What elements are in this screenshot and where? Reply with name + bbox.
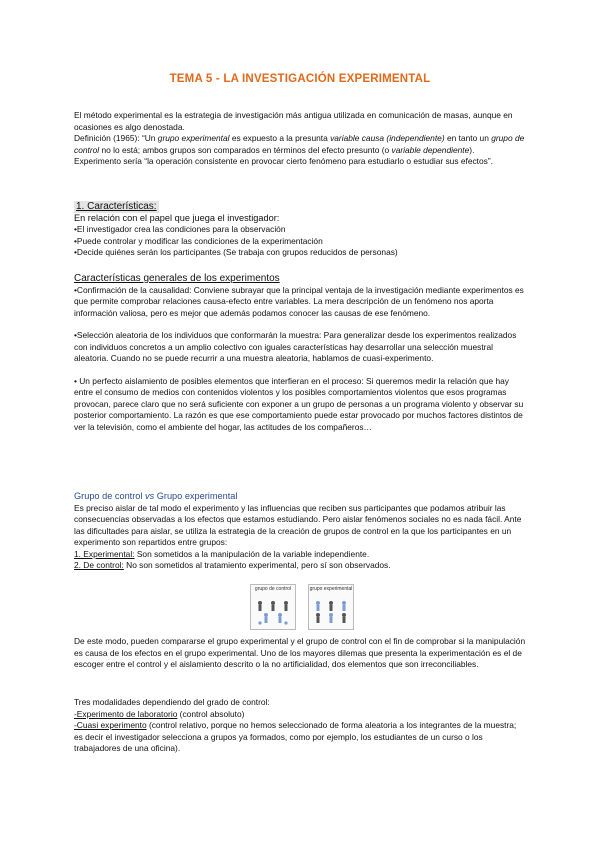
- text-run: Grupo experimental: [154, 491, 238, 501]
- section-lead: En relación con el papel que juega el investigador:: [74, 212, 280, 223]
- list-item: •El investigador crea las condiciones para la observación: [74, 224, 286, 234]
- group-label: 1. Experimental:: [74, 548, 135, 559]
- experiment-definition: Experimento sería “la operación consistente en provocar cierto fenómeno para estudiarlo o estudiar sus efectos”.: [74, 156, 493, 166]
- page-title: TEMA 5 - LA INVESTIGACIÓN EXPERIMENTAL: [169, 73, 431, 85]
- list-item: •Puede controlar y modificar las condiciones de la experimentación: [74, 235, 323, 246]
- text-run: vs: [145, 491, 155, 501]
- text-run: no lo está; ambos grupos son comparados en términos del efecto presunto (o: [99, 144, 392, 155]
- figure-caption: grupo experimental: [309, 586, 353, 592]
- bullet-paragraph: [74, 285, 526, 320]
- text-run: ).: [469, 144, 475, 155]
- text-run: (control absoluto): [177, 708, 245, 719]
- characteristics-section: [74, 201, 526, 259]
- text-run: Son sometidos a la manipulación de la variable independiente.: [134, 548, 370, 559]
- text-run: Definición (1965): “Un: [74, 133, 158, 143]
- text-run: grupo experimental: [157, 133, 230, 143]
- intro-paragraph: El método experimental es la estrategia de investigación más antigua utilizada en comunicación de masas, aunque en ocasiones es algo denostada.: [74, 110, 513, 132]
- modality-label: -Cuasi experimento: [74, 720, 147, 730]
- text-run: Grupo de control: [74, 491, 145, 501]
- text-run: Conviene subrayar que la principal ventaja de la investigación mediante experimentos es que permite comprobar relaciones causa-efecto entre variables. La mera descripción de un fenómeno nos aporta información valiosa, pero es mejor que además podamos conocer las causas de ese fenómeno.: [74, 284, 524, 318]
- section-heading: [74, 491, 526, 503]
- text-run: variable causa (independiente): [330, 133, 445, 143]
- bullet-paragraph: [74, 376, 526, 434]
- groups-paragraph: Es preciso aislar de tal modo el experimento y las influencias que reciben sus participantes que podamos atribuir las consecuencias observadas a los efectos que estamos estudiando. Pero aislar fenómenos sociales no es nada fácil. Ante las dificultades para aislar, se utiliza la estrategia de la creación de grupos de control en la que los participantes en un experimento son repartidos entre grupos:: [74, 502, 522, 547]
- intro-section: [74, 110, 526, 168]
- bullet-lead: • Un perfecto aislamiento de posibles elementos que interfieran en el proceso:: [74, 375, 364, 386]
- group-label: 2. De control:: [74, 560, 124, 570]
- modality-item: [74, 709, 526, 721]
- text-run: No son sometidos al tratamiento experimental, pero sí son observados.: [123, 560, 391, 570]
- definition-paragraph: [74, 133, 526, 156]
- modalities-section: [74, 697, 526, 755]
- text-run: Si queremos medir la relación que hay entre el consumo de medios con contenidos violentos y los posibles comportamientos violentos que esos programas provocan, parece claro que no será suficiente con exponer a un grupo de personas a un programa violento y observar su posterior comportamiento. La razón es que ese comportamiento puede estar provocado por muchos factores distintos de ver la televisión, como el ambiente del hogar, las actitudes de los compañeros…: [74, 375, 524, 432]
- general-characteristics-section: [74, 273, 526, 433]
- group-item: [74, 560, 526, 572]
- text-run: variable dependiente: [391, 144, 470, 155]
- modality-item: [74, 720, 526, 755]
- modalities-lead: Tres modalidades dependiendo del grado de control:: [74, 697, 270, 707]
- experimental-group-image: [308, 584, 354, 630]
- list-item: •Decide quiénes serán los participantes (Se trabaja con grupos reducidos de personas): [74, 247, 398, 257]
- text-run: en tanto un: [444, 133, 492, 143]
- figure-caption: grupo de control: [254, 586, 292, 592]
- bullet-lead: •Confirmación de la causalidad:: [74, 284, 192, 295]
- text-run: Para generalizar desde los experimentos realizados con individuos concretos a un amplio colectivo con iguales características hay desarrollar una selección muestral aleatoria. Cuando no se puede recurrir a una muestra aleatoria, hablamos de cuasi-experimento.: [74, 330, 517, 363]
- bullet-lead: •Selección aleatoria de los individuos que conformarán la muestra:: [74, 330, 322, 340]
- text-run: grupo de control: [74, 133, 525, 155]
- control-group-image: [250, 584, 296, 630]
- section-heading: 1. Características:: [76, 201, 157, 212]
- modality-label: -Experimento de laboratorio: [74, 708, 178, 719]
- text-run: (control relativo, porque no hemos seleccionado de forma aleatoria a los integrantes de la muestra; es decir el investigador selecciona a grupos ya formados, como por ejemplo, los estudiantes de un curso o los trabajadores de una oficina).: [74, 720, 517, 753]
- text-run: es expuesto a la presunta: [229, 133, 331, 143]
- comparison-paragraph: De este modo, pueden compararse el grupo experimental y el grupo de control con el fin de comprobar si la manipulación es causa de los efectos en el grupo experimental. Uno de los mayores dilemas que presenta la experimentación es el de escoger entre el control y el aislamiento descrito o la no artificialidad, dos elementos que son irreconciliables.: [74, 636, 526, 669]
- groups-section: [74, 491, 526, 572]
- comparison-section: [74, 636, 526, 671]
- bullet-paragraph: [74, 330, 526, 365]
- group-item: [74, 549, 526, 561]
- section-heading: Características generales de los experimentos: [74, 273, 280, 284]
- groups-figure: [250, 584, 354, 628]
